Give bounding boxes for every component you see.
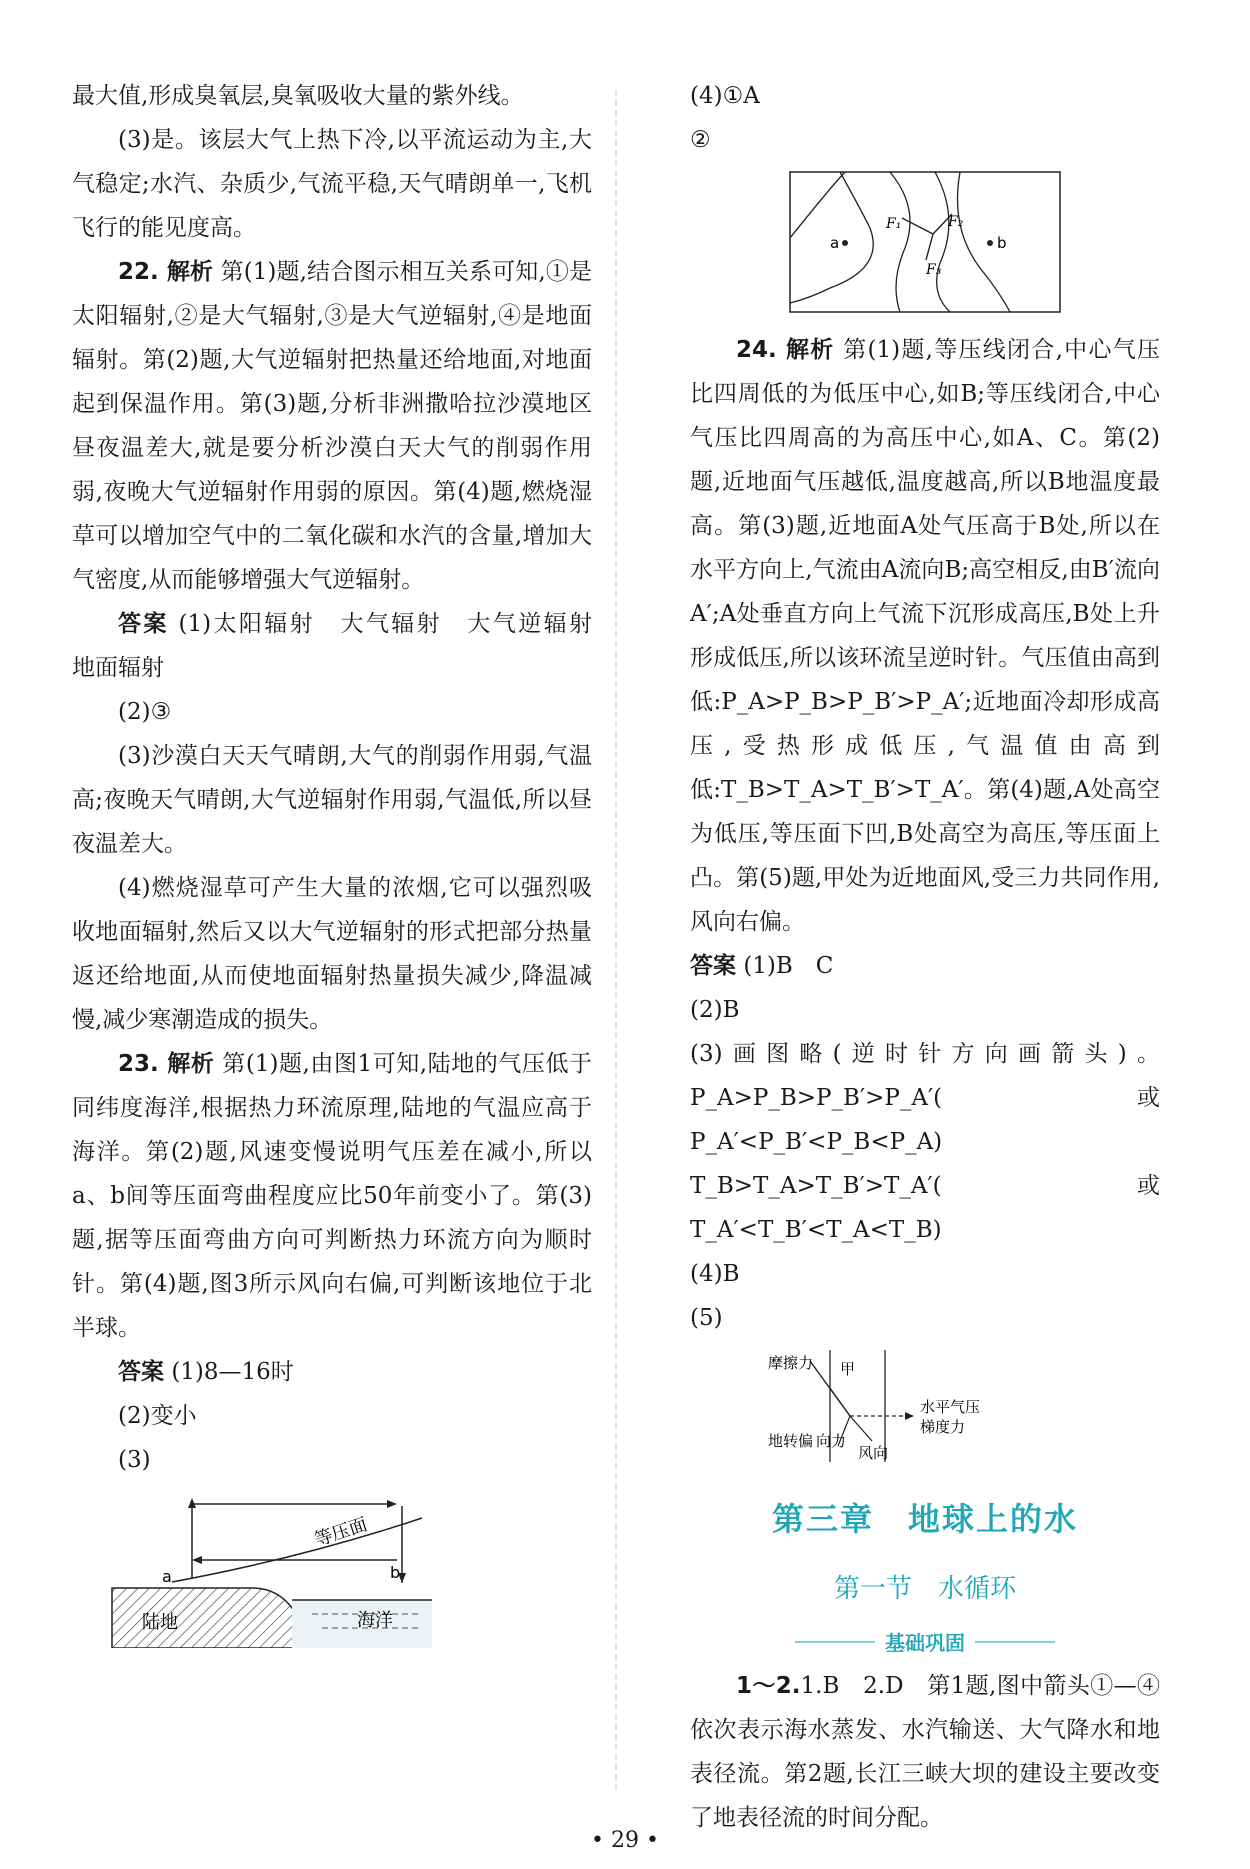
- section-title: 第一节 水循环: [833, 1574, 1016, 1604]
- answer-text: (4)燃烧湿草可产生大量的浓烟,它可以强烈吸收地面辐射,然后又以大气逆辐射的形式把部分热量返还给地面,从而使地面辐射热量损失减少,降温减慢,减少寒潮造成的损失。: [72, 875, 592, 1033]
- answer-label: 答案: [118, 1359, 164, 1385]
- answer-text: (1)B C: [743, 953, 834, 979]
- pgf-label-1: 水平气压: [920, 1398, 981, 1416]
- q23-label: 23. 解析: [118, 1051, 215, 1077]
- answer-text: (3): [118, 1447, 151, 1473]
- wind-force-diagram: [690, 1346, 1160, 1466]
- f1-label: F₁: [886, 216, 902, 232]
- isobar-diagram: [102, 1488, 622, 1648]
- pgf-label-2: 梯度力: [920, 1418, 966, 1436]
- q1-2-text: 1.B 2.D 第1题,图中箭头①—④依次表示海水蒸发、水汽输送、大气降水和地表径流。第2题,长江三峡大坝的建设主要改变了地表径流的时间分配。: [690, 1673, 1160, 1831]
- answer-text: (2)变小: [118, 1403, 197, 1429]
- chapter-title: 第三章 地球上的水: [771, 1500, 1078, 1538]
- q23-explanation: [72, 1042, 592, 1350]
- isobar-line: [890, 172, 910, 312]
- isobar-line: [935, 172, 950, 312]
- friction-label: 摩擦力: [768, 1354, 814, 1372]
- f3-label: F₃: [926, 262, 942, 278]
- answer-text: (3)是。该层大气上热下冷,以平流运动为主,大气稳定;水汽、杂质少,气流平稳,天气晴朗单一,飞机飞行的能见度高。: [72, 127, 592, 241]
- answer-label: 答案: [690, 953, 736, 979]
- land-label: 陆地: [142, 1612, 178, 1633]
- band-label: 基础巩固: [885, 1631, 965, 1655]
- q22-explanation: [72, 250, 592, 602]
- force-arrow: [902, 218, 933, 234]
- q23-answer: [72, 1350, 592, 1394]
- friction-arrow: [830, 1388, 850, 1416]
- q22-text: 第(1)题,结合图示相互关系可知,①是太阳辐射,②是大气辐射,③是大气逆辐射,④是地面辐射。第(2)题,大气逆辐射把热量还给地面,对地面起到保温作用。第(3)题,分析非洲撒哈拉沙漠地区昼夜温差大,就是要分析沙漠白天大气的削弱作用弱,夜晚大气逆辐射作用弱的原因。第(4)题,燃烧湿草可以增加空气中的二氧化碳和水汽的含量,增加大气密度,从而能够增强大气逆辐射。: [72, 259, 593, 593]
- point-b-label: b: [997, 234, 1007, 252]
- text-line: 最大值,形成臭氧层,臭氧吸收大量的紫外线。: [72, 83, 524, 109]
- section-band: [690, 1627, 1160, 1656]
- q23-text: 第(1)题,由图1可知,陆地的气压低于同纬度海洋,根据热力环流原理,陆地的气温应高于海洋。第(2)题,风速变慢说明气压差在减小,所以a、b间等压面弯曲程度应比50年前变小了。第(3)题,据等压面弯曲方向可判断热力环流方向为顺时针。第(4)题,图3所示风向右偏,可判断该地位于北半球。: [72, 1051, 592, 1341]
- answer-text: (4)①A: [690, 83, 760, 109]
- ocean-label: 海洋: [357, 1610, 393, 1631]
- q22-answer: [72, 602, 616, 690]
- q24-explanation: [690, 328, 1160, 944]
- band-line: [795, 1641, 875, 1643]
- isobar-label: 等压面: [312, 1514, 370, 1551]
- answer-text: (3)沙漠白天天气晴朗,大气的削弱作用弱,气温高;夜晚天气晴朗,大气逆辐射作用弱,气温低,所以昼夜温差大。: [72, 743, 592, 857]
- coriolis-label-2: 向力: [816, 1432, 847, 1450]
- answer-text: (2)③: [118, 699, 172, 725]
- wind-label: 风向: [858, 1444, 889, 1462]
- f2-label: F₂: [948, 214, 964, 230]
- point-a: [842, 240, 848, 246]
- isobar-line: [790, 172, 845, 238]
- q24-label: 24. 解析: [736, 337, 835, 363]
- isobar-curve: [172, 1518, 422, 1582]
- band-line: [975, 1641, 1055, 1643]
- q24-text: 第(1)题,等压线闭合,中心气压比四周低的为低压中心,如B;等压线闭合,中心气压比四周高的为高压中心,如A、C。第(2)题,近地面气压越低,温度越高,所以B地温度最高。第(3)题,近地面A处气压高于B处,所以在水平方向上,气流由A流向B;高空相反,由B′流向A′;A处垂直方向上气流下沉形成高压,B处上升形成低压,所以该环流呈逆时针。气压值由高到低:P_A>P_B>P_B′>P_A′;近地面冷却形成高压,受热形成低压,气温值由高到低:T_B>T_A>T_B′>T_A′。第(4)题,A处高空为低压,等压面下凹,B处高空为高压,等压面上凸。第(5)题,甲处为近地面风,受三力共同作用,风向右偏。: [690, 337, 1160, 935]
- q22-label: 22. 解析: [118, 259, 214, 285]
- answer-text: (1)太阳辐射 大气辐射 大气逆辐射 地面辐射: [72, 611, 616, 681]
- q24-answer: [690, 944, 1160, 988]
- answer-label: 答案: [118, 611, 169, 637]
- wind-direction-arrow: [850, 1416, 872, 1441]
- left-column: [72, 74, 616, 1658]
- jia-label: 甲: [840, 1360, 856, 1378]
- point-b-label: b: [390, 1563, 401, 1582]
- point-b: [987, 240, 993, 246]
- answer-text: (4)B: [690, 1261, 740, 1287]
- arrow-head: [188, 1498, 196, 1508]
- arrow-head: [192, 1556, 202, 1564]
- arrow-head: [905, 1412, 914, 1420]
- point-a-label: a: [830, 234, 840, 252]
- answer-text: (3)画图略(逆时针方向画箭头)。P_A>P_B>P_B′>P_A′(或P_A′<P_B′<P_B<P_A) T_B>T_A>T_B′>T_A′(或T_A′<T_B′<T_A<T_B): [690, 1041, 1160, 1243]
- q1-2-answer: [690, 1664, 1160, 1840]
- right-column: [690, 74, 1160, 1840]
- answer-text: (2)B: [690, 997, 740, 1023]
- answer-text: (5): [690, 1305, 723, 1331]
- q1-2-label: 1～2.: [736, 1673, 801, 1699]
- page-number: • 29 •: [591, 1828, 659, 1853]
- point-a-label: a: [162, 1567, 172, 1586]
- coriolis-label-1: 地转偏: [768, 1432, 814, 1450]
- arrow-head: [387, 1500, 397, 1508]
- isobar-force-diagram: [690, 168, 1160, 318]
- answer-text: (1)8—16时: [171, 1359, 294, 1385]
- answer-text: ②: [690, 127, 711, 153]
- force-arrow: [926, 234, 933, 260]
